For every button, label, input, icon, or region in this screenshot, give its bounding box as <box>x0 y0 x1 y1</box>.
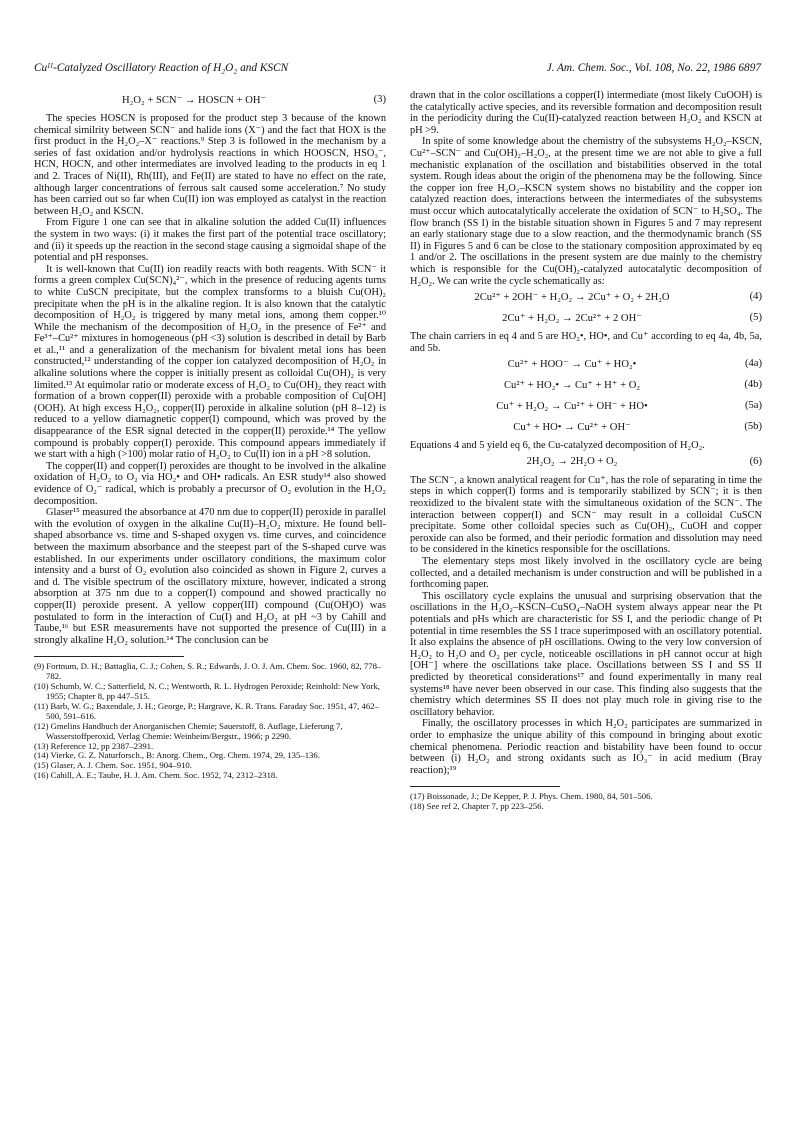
equation-expression: 2H₂O₂ → 2H₂O + O₂ <box>526 455 618 467</box>
right-column <box>410 90 762 812</box>
equation-expression: 2Cu⁺ + H₂O₂ → 2Cu²⁺ + 2 OH⁻ <box>502 313 642 325</box>
paragraph: The copper(II) and copper(I) peroxides are thought to be involved in the alkaline oxidation of H₂O₂ to O₂ via HO₂• and OH• radicals. An ESR study¹⁴ also showed evidence of O₂⁻ radical, which is probably a precursor of O₂ evolution in the H₂O₂ decomposition. <box>34 460 386 507</box>
journal-citation: J. Am. Chem. Soc., Vol. 108, No. 22, 1986 6897 <box>546 62 761 74</box>
footnote: (17) Boissonade, J.; De Kepper, P. J. Phys. Chem. 1980, 84, 501–506. <box>410 791 653 802</box>
footnotes <box>410 792 762 812</box>
paragraph: In spite of some knowledge about the chemistry of the subsystems H₂O₂–KSCN, Cu²⁺–SCN⁻ and Cu(OH)₂–H₂O₂, at the present time we are not able to give a full mechanistic explanation of the oscillation and bistabilities observed in the total system. Rough ideas about the origin of the phenomena may be the following. Since the copper ion free H₂O₂–KSCN system shows no bistability and the copper ion catalyzed reaction does, interactions between the intermediates of the subsystems must occur which autocatalytically accelerate the oxidation of SCN⁻ to H₂SO₄. The flow branch (SS I) in the bistable situation shown in Figures 5 and 7 may represent an early stationary stage due to a slow reaction, and the thermodynamic branch (SS II) in Figures 5 and 6 can be close to the stationary composition approximated by eq 1 and/or 2. The oscillations in the present system are due mainly to the chemistry which is responsible for the Cu(OH)₂-catalyzed autocatalytic decomposition of H₂O₂. We can write the cycle schematically as: <box>410 136 762 287</box>
paragraph: The species HOSCN is proposed for the product step 3 because of the known chemical similrity between SCN⁻ and halide ions (X⁻) and the fact that HOX is the first product in the H₂O₂–X⁻ reactions.⁹ Step 3 is followed in the mechanism by a series of fast oxidation and/or hydrolysis reactions in which HOOSCN, HSO₃⁻, HCN, HOCN, and other intermediates are involved leading to the products in eq 1 and 2. Traces of Ni(II), Rh(III), and Fe(II) are stated to have no effect on the rate, although larger concentrations of ferrous salt caused some acceleration.⁷ No study has been carried out so far when Cu(II) ion was employed as catalyst in the reaction between H₂O₂ and KSCN. <box>34 113 386 217</box>
equation-number: (3) <box>373 94 386 105</box>
footnote: (10) Schumb, W. C.; Satterfield, N. C.; Wentworth, R. L. Hydrogen Peroxide; Reinhold: New York, 1955; Chapter 8, pp 447–515. <box>34 681 380 702</box>
equation-expression: Cu²⁺ + HO₂• → Cu⁺ + H⁺ + O₂ <box>503 380 641 392</box>
equation-number: (4) <box>749 291 762 303</box>
footnote: (14) Vierke, G. Z. Naturforsch., B: Anorg. Chem., Org. Chem. 1974, 29, 135–136. <box>34 750 320 761</box>
footnote: (16) Cahill, A. E.; Taube, H. J. Am. Chem. Soc. 1952, 74, 2312–2318. <box>34 770 278 781</box>
equation-4b <box>410 377 762 395</box>
footnote: (9) Fortnum, D. H.; Battaglia, C. J.; Cohen, S. R.; Edwards, J. O. J. Am. Chem. Soc. 1960, 82, 778–782. <box>34 661 382 682</box>
footnote-divider <box>410 786 560 787</box>
running-title: Cuᴵᴵ-Catalyzed Oscillatory Reaction of H₂O₂ and KSCN <box>34 62 289 74</box>
equation-number: (5b) <box>744 421 762 433</box>
equation-expression: Cu⁺ + HO• → Cu²⁺ + OH⁻ <box>513 422 631 434</box>
equation-5 <box>410 310 762 328</box>
equation-expression: Cu⁺ + H₂O₂ → Cu²⁺ + OH⁻ + HO• <box>496 401 648 413</box>
footnote: (13) Reference 12, pp 2387–2391. <box>34 740 154 751</box>
paragraph: The SCN⁻, a known analytical reagent for Cu⁺, has the role of separating in time the steps in which copper(I) forms and is temporarily stabilized by SCN⁻; it is then reoxidized to the bivalent state with the simultaneous oxidation of the SCN⁻. The interaction between copper(I) and SCN⁻ may result in a colloidal CuSCN precipitate. Some other colloidal species such as Cu(OH)₂, CuOH and copper peroxide can also be formed, and their periodic formation and dissolution may need to be considered in the kinetics responsible for the oscillations. <box>410 474 762 556</box>
footnote: (11) Barb, W. G.; Baxendale, J. H.; George, P.; Hargrave, K. R. Trans. Faraday Soc. 1951, 47, 462–500, 591–616. <box>34 700 379 721</box>
equation-expression: H₂O₂ + SCN⁻ → HOSCN + OH⁻ <box>122 95 267 106</box>
equation-number: (4b) <box>744 379 762 391</box>
paragraph: From Figure 1 one can see that in alkaline solution the added Cu(II) influences the system in two ways: (i) it makes the first part of the potential trace oscillatory; and (ii) it speeds up the reaction in the second stage causing a sigmoidal shape of the potential and pH responses. <box>34 217 386 264</box>
paragraph: drawn that in the color oscillations a copper(I) intermediate (most likely CuOOH) is the catalytically active species, and its reversible formation and decomposition result in the periodicity during the Cu(II)-catalyzed reaction between H₂O₂ and KSCN at pH >9. <box>410 90 762 136</box>
paragraph: Glaser¹⁵ measured the absorbance at 470 nm due to copper(II) peroxide in parallel with the evolution of oxygen in the alkaline Cu(II)–H₂O₂ mixture. He found bell-shaped absorbance vs. time and S-shaped oxygen vs. time curves, and coincidence between the maximum absorbance and the steepest part of the S-shaped curve was established. In our experiments under oscillatory conditions, the maximum color intensity and a burst of O₂ evolution also coincided as shown in Figure 2, curves a and d. The visible spectrum of the oscillatory mixture, however, indicated a strong absorption at 375 nm due to a copper(I) compound and showed practically no copper(II) peroxide present. A yellow copper(III) compound (Cu(OH)O) was postulated to form in the interaction of Cu(I) and H₂O₂ at pH ~3 by Cahill and Taube,¹⁶ but ESR measurements have not supported the presence of Cu(III) in a strongly alkaline H₂O₂ solution.¹⁴ The conclusion can be <box>34 507 386 646</box>
equation-number: (6) <box>749 455 762 467</box>
equation-4 <box>410 289 762 307</box>
paragraph: This oscillatory cycle explains the unusual and surprising observation that the oscillations in the H₂O₂–KSCN–CuSO₄–NaOH system always appear near the Pt potentials and pHs which are characteristic for SS I, and the periodic change of Pt potential in time resembles the SS I trace superimposed with an oscillatory potential. It also explains the absence of pH oscillations. Owing to the very low conversion of H₂O₂ to H₂O and O₂ per cycle, noticeable oscillations in pH cannot occur at high [OH⁻] where the oscillations take place. Oscillations between SS I and SS II predicted by theoretical considerations¹⁷ and found experimentally in many real systems¹⁸ have never been observed in our case. This finding also suggests that the chemistry which determines SS II does not play much role in giving rise to the oscillatory behavior. <box>410 590 762 718</box>
paragraph: The elementary steps most likely involved in the oscillatory cycle are being collected, and a detailed mechanism is under construction and will be published in a forthcoming paper. <box>410 556 762 591</box>
running-header <box>34 62 761 78</box>
equation-number: (5) <box>749 312 762 324</box>
paragraph: The chain carriers in eq 4 and 5 are HO₂•, HO•, and Cu⁺ according to eq 4a, 4b, 5a, and 5b. <box>410 331 762 354</box>
equation-5a <box>410 398 762 416</box>
left-column <box>34 90 386 781</box>
equation-6 <box>410 454 762 472</box>
paragraph: It is well-known that Cu(II) ion readily reacts with both reagents. With SCN⁻ it forms a green complex Cu(SCN)₄²⁻, which in the presence of reducing agents turns to white CuSCN precipitate, but the complex transforms to a bluish Cu(OH)₂ precipitate when the pH is in the alkaline region. It is also known that the catalytic decomposition of H₂O₂ is triggered by many metal ions, among them copper.¹⁰ While the mechanism of the decomposition of H₂O₂ in the presence of Fe²⁺ and Fe³⁺–Cu²⁺ mixtures in homogeneous (pH <3) solution is described in detail by Barb et al.,¹¹ and a generalization of the mechanism for bivalent metal ions has been constructed,¹² understanding of the copper ion catalyzed decomposition of H₂O₂ in alkaline solutions where the copper is initially present as colloidal Cu(OH)₂ is very limited.¹³ At equimolar ratio or moderate excess of H₂O₂ to Cu(OH)₂ they react with formation of a brown copper(II) peroxide with a probable composition of Cu[OH](OOH). At high excess H₂O₂, copper(II) peroxide in alkaline solution (pH 8–12) is reduced to a yellow diamagnetic copper(I) compound, which was proved by the disappearance of the ESR signal detected in the copper(II) peroxide.¹⁴ The yellow compound is probably copper(I) peroxide. This compound appears immediately if we start with a high (>100) molar ratio of H₂O₂ to Cu(II) ion in a pH >8 solution. <box>34 263 386 461</box>
footnote: (12) Gmelins Handbuch der Anorganischen Chemie; Sauerstoff, 8. Auflage, Lieferung 7, Wasserstoffperoxid, Verlag Chemie: Weinheim/Bergstr., 1966; p 2290. <box>34 720 343 741</box>
equation-5b <box>410 419 762 437</box>
equation-expression: 2Cu²⁺ + 2OH⁻ + H₂O₂ → 2Cu⁺ + O₂ + 2H₂O <box>474 292 670 304</box>
equation-number: (4a) <box>744 358 762 370</box>
equation-expression: Cu²⁺ + HOO⁻ → Cu⁺ + HO₂• <box>507 359 637 371</box>
footnote: (18) See ref 2, Chapter 7, pp 223–256. <box>410 801 544 812</box>
equation-number: (5a) <box>744 400 762 412</box>
footnote: (15) Glaser, A. J. Chem. Soc. 1951, 904–910. <box>34 760 192 771</box>
paragraph: Equations 4 and 5 yield eq 6, the Cu-catalyzed decomposition of H₂O₂. <box>410 440 705 452</box>
paragraph: Finally, the oscillatory processes in which H₂O₂ participates are summarized in order to emphasize the unique ability of this compound in bringing about exotic chemical phenomena. Periodic reaction and bistability have been found to occur between (i) H₂O₂ and strong oxidants such as IO₃⁻ in acid medium (Bray reaction);¹⁹ <box>410 718 762 776</box>
footnote-divider <box>34 656 184 657</box>
equation-3 <box>34 92 386 110</box>
footnotes <box>34 662 386 781</box>
equation-4a <box>410 356 762 374</box>
